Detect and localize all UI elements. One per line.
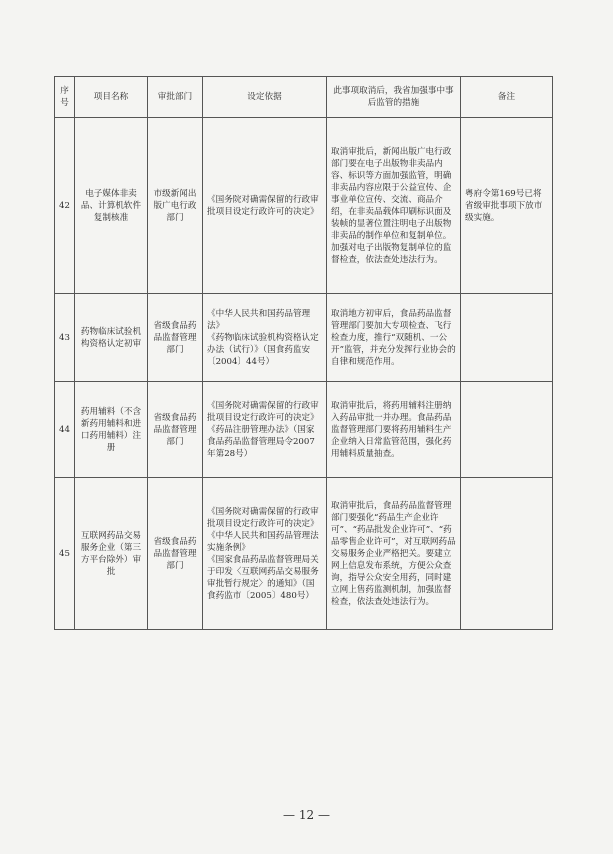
legal-basis: 《国务院对确需保留的行政审批项目设定行政许可的决定》 《药品注册管理办法》（国家食品药品监督管理局令2007年第28号） (203, 382, 327, 478)
item-name: 电子媒体非卖品、计算机软件复制核准 (75, 118, 148, 294)
header-basis: 设定依据 (203, 77, 327, 118)
table-row (55, 382, 553, 478)
supervision-measure: 取消审批后，新闻出版广电行政部门要在电子出版物非卖品内容、标识等方面加强监管，明确非卖品内容应限于公益宣传、企事业单位宣传、交流、商品介绍，在非卖品载体印刷标识面及装帧的显著位置注明电子出版物非卖品的制作单位和复制单位。加强对电子出版物复制单位的监督检查，依法查处违法行为。 (327, 118, 461, 294)
header-note: 备注 (461, 77, 553, 118)
remark (461, 382, 553, 478)
supervision-measure: 取消地方初审后，食品药品监督管理部门要加大专项检查、飞行检查力度，推行“双随机、一公开”监管，并充分发挥行业协会的自律和规范作用。 (327, 294, 461, 382)
header-name: 项目名称 (75, 77, 148, 118)
table-header-row (55, 77, 553, 118)
header-dept: 审批部门 (148, 77, 203, 118)
approval-items-table (54, 76, 553, 630)
approval-dept: 省级食品药品监督管理部门 (148, 478, 203, 630)
legal-basis: 《国务院对确需保留的行政审批项目设定行政许可的决定》 (203, 118, 327, 294)
legal-basis: 《中华人民共和国药品管理法》 《药物临床试验机构资格认定办法（试行）》（国食药监安〔2004〕44号） (203, 294, 327, 382)
approval-dept: 省级食品药品监督管理部门 (148, 382, 203, 478)
row-number: 45 (55, 478, 75, 630)
remark (461, 294, 553, 382)
item-name: 药物临床试验机构资格认定初审 (75, 294, 148, 382)
remark (461, 478, 553, 630)
row-number: 42 (55, 118, 75, 294)
table-row (55, 118, 553, 294)
table-row (55, 294, 553, 382)
item-name: 药用辅料（不含新药用辅料和进口药用辅料）注册 (75, 382, 148, 478)
header-measure: 此事项取消后，我省加强事中事后监管的措施 (327, 77, 461, 118)
approval-dept: 市级新闻出版广电行政部门 (148, 118, 203, 294)
header-no: 序号 (55, 77, 75, 118)
item-name: 互联网药品交易服务企业（第三方平台除外）审批 (75, 478, 148, 630)
approval-dept: 省级食品药品监督管理部门 (148, 294, 203, 382)
row-number: 43 (55, 294, 75, 382)
supervision-measure: 取消审批后，食品药品监督管理部门要强化“药品生产企业许可”、“药品批发企业许可”、“药品零售企业许可”，对互联网药品交易服务企业严格把关。要建立网上信息发布系统，方便公众查询，指导公众安全用药，同时建立网上售药监测机制，加强监督检查，依法查处违法行为。 (327, 478, 461, 630)
supervision-measure: 取消审批后，将药用辅料注册纳入药品审批一并办理。食品药品监督管理部门要将药用辅料生产企业纳入日常监管范围，强化药用辅料质量抽查。 (327, 382, 461, 478)
remark: 粤府令第169号已将省级审批事项下放市级实施。 (461, 118, 553, 294)
row-number: 44 (55, 382, 75, 478)
legal-basis: 《国务院对确需保留的行政审批项目设定行政许可的决定》 《中华人民共和国药品管理法实施条例》 《国家食品药品监督管理局关于印发〈互联网药品交易服务审批暂行规定〉的通知》（国食药监市〔2005〕480号） (203, 478, 327, 630)
table-row (55, 478, 553, 630)
page-number: — 12 — (283, 808, 330, 822)
